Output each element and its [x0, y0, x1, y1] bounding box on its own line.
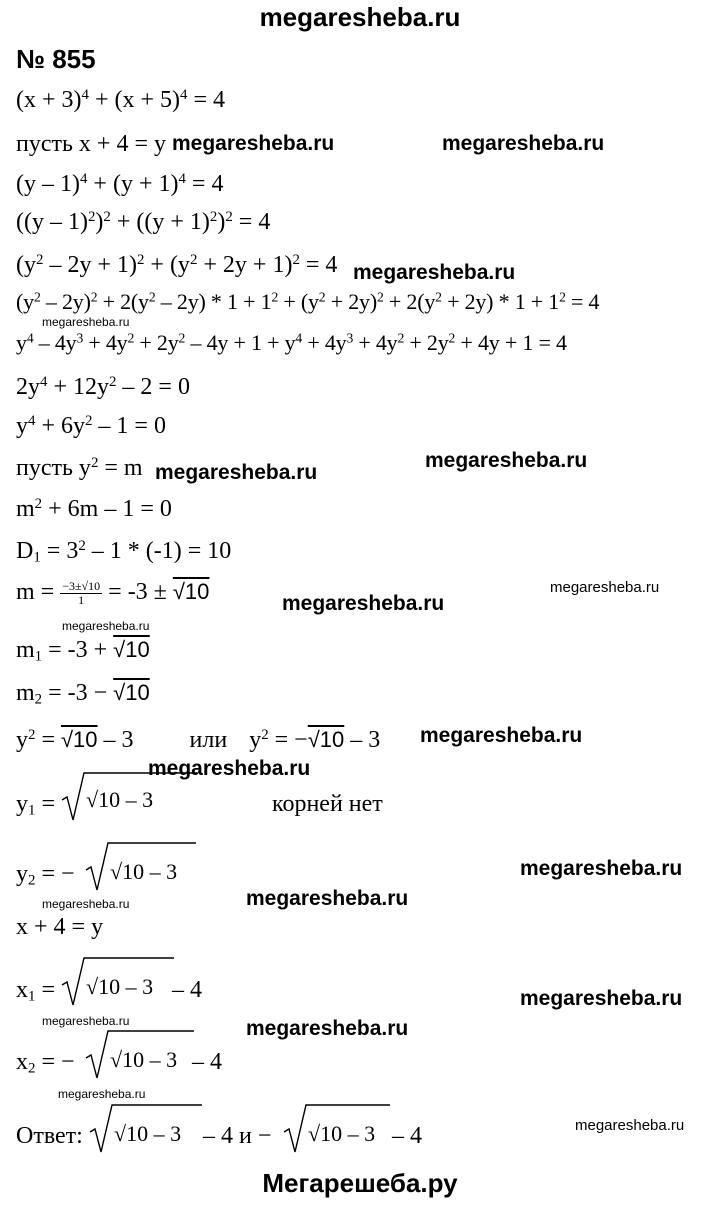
watermark: megaresheba.ru	[42, 315, 130, 329]
equation-line-5: $(y^2 - 2y + 1)^2 + (y^2 + 2y + 1)^2 = 4$	[16, 251, 338, 278]
root-y2-label: $y_2$ = −	[16, 861, 75, 889]
root-m1-line: $m_1 = -3 + √10$	[16, 637, 150, 665]
substitution-line-2: пусть $y^2 = m$	[16, 454, 143, 481]
problem-number: № 855	[16, 44, 96, 74]
root-x1-tail: – 4	[172, 977, 202, 1003]
watermark: megaresheba.ru	[575, 1117, 685, 1134]
watermark: megaresheba.ru	[155, 461, 318, 484]
watermark: megaresheba.ru	[62, 619, 150, 633]
watermark: megaresheba.ru	[246, 1017, 409, 1040]
no-roots-note: корней нет	[272, 791, 383, 817]
answer-label: Ответ:	[16, 1123, 83, 1149]
substitution-line-3: x + 4 = y	[16, 914, 104, 940]
equation-line-4: $((y - 1)^2)^2 + ((y + 1)^2)^2 = 4$	[16, 208, 271, 235]
root-y1-label: $y_1$ =	[16, 791, 55, 819]
equation-line-8: $2y^4 + 12y^2 - 2 = 0$	[16, 373, 190, 400]
watermark: megaresheba.ru	[353, 261, 516, 284]
watermark: megaresheba.ru	[282, 592, 445, 615]
root-x2-tail: – 4	[192, 1049, 222, 1075]
back-substitution-line: $y^2 = √10 - 3$ или $y^2 = -√10 - 3$	[16, 726, 381, 753]
roots-fraction: $\frac{-3\pm√10}{1}$	[62, 579, 101, 608]
equation-line-3: $(y - 1)^4 + (y + 1)^4 = 4$	[16, 170, 224, 197]
discriminant-line: $D_1 = 3^2 - 1 * (-1) = 10$	[16, 537, 232, 566]
watermark: megaresheba.ru	[420, 724, 583, 747]
quadratic-equation: $m^2 + 6m - 1 = 0$	[16, 495, 172, 522]
equation-line-9: $y^4 + 6y^2 - 1 = 0$	[16, 412, 166, 439]
watermark: megaresheba.ru	[42, 897, 130, 911]
watermark: megaresheba.ru	[42, 1014, 130, 1028]
root-m2-line: $m_2 = -3 - √10$	[16, 680, 150, 708]
watermark: megaresheba.ru	[520, 857, 683, 880]
radical-x1: √10 – 3	[62, 955, 174, 1010]
watermark: megaresheba.ru	[148, 757, 311, 780]
equation-line-7: $y^4 - 4y^3 + 4y^2 + 2y^2 - 4y + 1 + y^4 + 4y^3 + 4y^2 + 2y^2 + 4y + 1 = 4$	[16, 330, 567, 355]
watermark: megaresheba.ru	[172, 132, 335, 155]
radical-answer-1: √10 – 3	[90, 1102, 202, 1157]
watermark: megaresheba.ru	[58, 1087, 146, 1101]
roots-formula-line: m = $\frac{-3\pm√10}{1}$ = -3 ± √10	[16, 579, 210, 608]
equation-line-6: $(y^2 - 2y)^2 + 2(y^2 - 2y) * 1 + 1^2 + (y^2 + 2y)^2 + 2(y^2 + 2y) * 1 + 1^2 = 4$	[16, 289, 600, 314]
radical-x2: √10 – 3	[86, 1028, 194, 1083]
watermark: megaresheba.ru	[246, 887, 409, 910]
radical-y1: √10 – 3	[62, 770, 197, 825]
site-header: megaresheba.ru	[259, 2, 461, 32]
answer-middle: – 4 и −	[203, 1123, 272, 1149]
watermark: megaresheba.ru	[550, 579, 660, 596]
watermark: megaresheba.ru	[520, 987, 683, 1010]
root-x1-label: $x_1$ =	[16, 977, 55, 1005]
substitution-line-1: пусть x + 4 = y	[16, 131, 166, 157]
site-footer: Мегарешеба.ру	[262, 1168, 458, 1198]
watermark: megaresheba.ru	[442, 132, 605, 155]
radical-y2: √10 – 3	[86, 840, 196, 895]
radical-answer-2: √10 – 3	[284, 1102, 390, 1157]
equation-line-1: $(x + 3)^4 + (x + 5)^4 = 4$	[16, 86, 226, 113]
root-x2-label: $x_2$ = −	[16, 1049, 75, 1077]
watermark: megaresheba.ru	[425, 449, 588, 472]
answer-tail: – 4	[392, 1123, 422, 1149]
